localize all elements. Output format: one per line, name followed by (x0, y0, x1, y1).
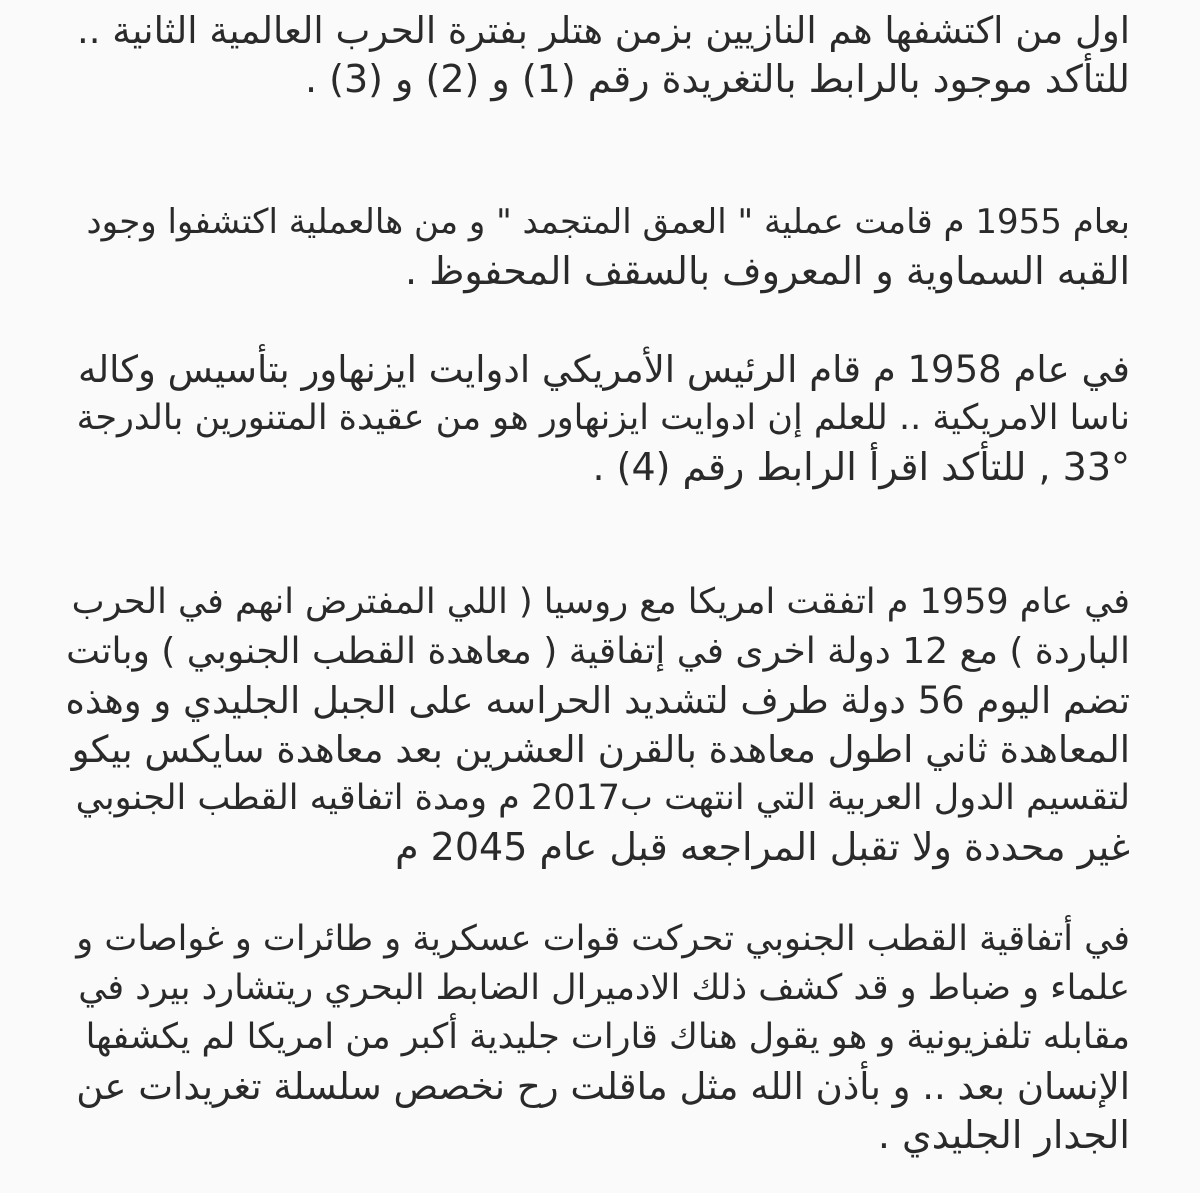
text-line: في أتفاقية القطب الجنوبي تحركت قوات عسكرية و طائرات و غواصات و (76, 919, 1130, 959)
text-line: الجدار الجليدي . (877, 1113, 1130, 1157)
text-line: الباردة ) مع 12 دولة اخرى في إتفاقية ( معاهدة القطب الجنوبي ) وباتت (66, 631, 1130, 672)
text-line: تضم اليوم 56 دولة طرف لتشديد الحراسه على الجبل الجليدي و وهذه (65, 679, 1130, 722)
paragraph-antarctic-treaty (60, 578, 1130, 872)
text-line: الإنسان بعد .. و بأذن الله مثل ماقلت رح نخصص سلسلة تغريدات عن (76, 1065, 1130, 1108)
text-line: في عام 1958 م قام الرئيس الأمريكي ادوايت ايزنهاور بتأسيس وكاله (78, 348, 1130, 391)
text-line: ناسا الامريكية .. للعلم إن ادوايت ايزنهاور هو من عقيدة المتنورين بالدرجة (76, 398, 1130, 438)
text-line: 33° , للتأكد اقرأ الرابط رقم (4) . (592, 445, 1130, 489)
paragraph-deep-freeze (60, 198, 1130, 296)
text-line: المعاهدة ثاني اطول معاهدة بالقرن العشرين بعد معاهدة سايكس بيكو (71, 728, 1130, 771)
text-line: علماء و ضباط و قد كشف ذلك الادميرال الضابط البحري ريتشارد بيرد في (78, 968, 1130, 1008)
text-line: بعام 1955 م قامت عملية " العمق المتجمد " و من هالعملية اكتشفوا وجود (86, 202, 1130, 242)
text-line: غير محددة ولا تقبل المراجعه قبل عام 2045 م (395, 825, 1130, 869)
paragraph-nazi-discovery (60, 6, 1130, 104)
text-line: القبه السماوية و المعروف بالسقف المحفوظ . (405, 249, 1130, 293)
paragraph-military-movements (60, 915, 1130, 1160)
text-line: اول من اكتشفها هم النازيين بزمن هتلر بفترة الحرب العالمية الثانية .. (77, 9, 1130, 52)
text-line: لتقسيم الدول العربية التي انتهت ب2017 م ومدة اتفاقيه القطب الجنوبي (75, 778, 1130, 818)
text-line: مقابله تلفزيونية و هو يقول هناك قارات جليدية أكبر من امريكا لم يكشفها (85, 1017, 1130, 1057)
text-line: في عام 1959 م اتفقت امريكا مع روسيا ( اللي المفترض انهم في الحرب (71, 582, 1130, 622)
text-line: للتأكد موجود بالرابط بالتغريدة رقم (1) و (2) و (3) . (304, 57, 1130, 101)
paragraph-nasa-founding (60, 345, 1130, 492)
